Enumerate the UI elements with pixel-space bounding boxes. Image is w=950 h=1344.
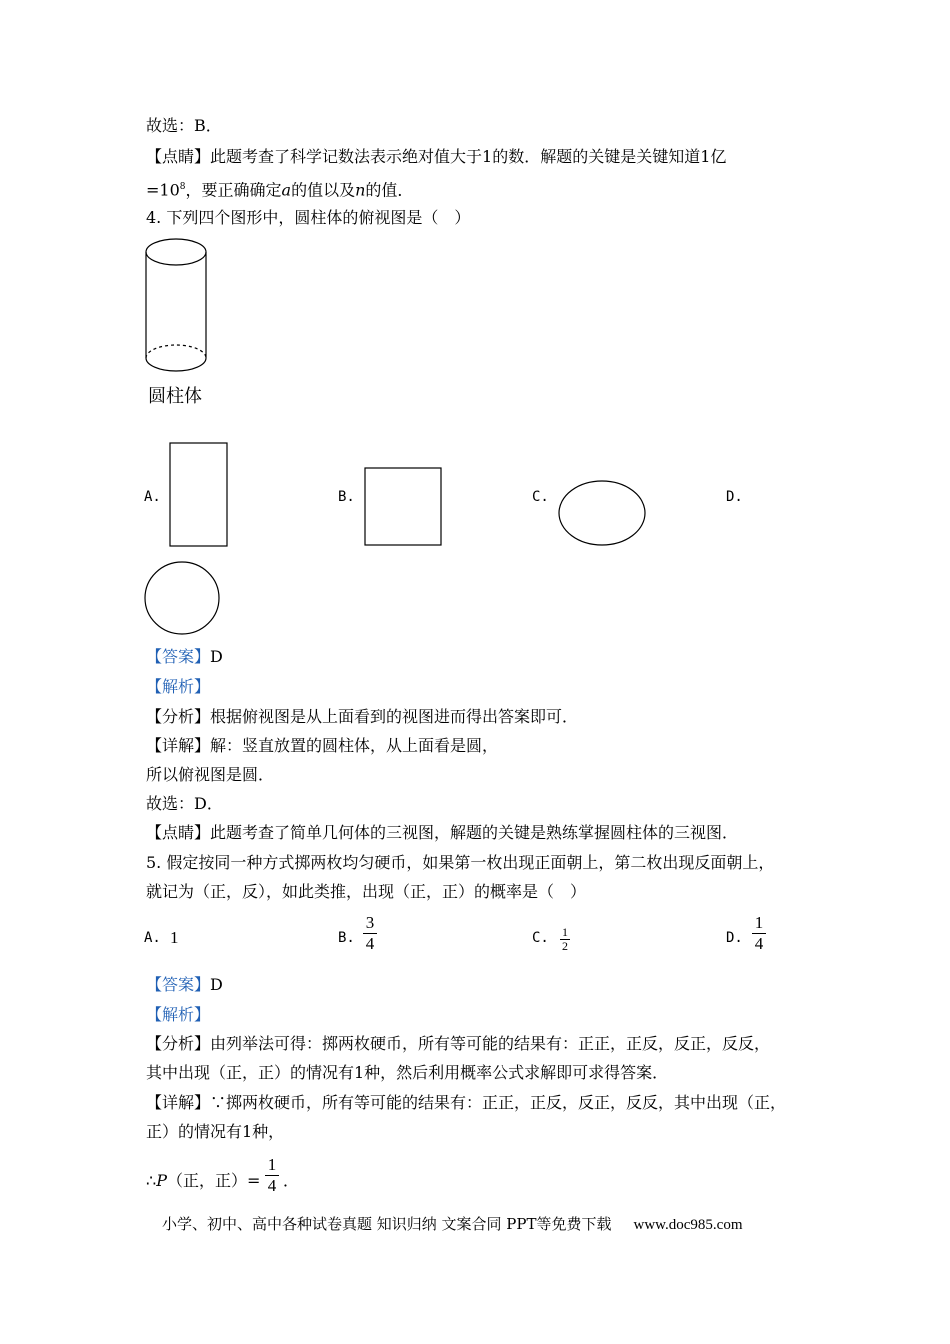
xiangjie-5-tag: 【详解】: [146, 1093, 211, 1112]
fenxi-4: [146, 707, 578, 727]
dianjing-text-a: ，要正确确定: [185, 180, 282, 200]
q5-option-d-numerator: 1: [754, 913, 764, 932]
dianjing-4-text: 此题考查了简单几何体的三视图，解题的关键是熟练掌握圆柱体的三视图．: [210, 823, 739, 842]
suoyi-4: 所以俯视图是圆．: [146, 765, 275, 784]
dianjing-4-tag: 【点睛】: [146, 823, 211, 842]
guxuan-4: 故选：D．: [146, 794, 223, 813]
answer-5: [146, 975, 223, 995]
q4-option-a-label: A.: [144, 489, 161, 505]
dianjing-tag: 【点睛】: [146, 147, 211, 166]
q5-option-a-label: A.: [144, 930, 161, 946]
question-5-line-1: 5. 假定按同一种方式掷两枚均匀硬币，如果第一枚出现正面朝上，第二枚出现反面朝上，: [146, 853, 775, 872]
q5-option-b-fraction: [363, 913, 377, 954]
q5-option-d-denominator: 4: [754, 934, 764, 953]
xiangjie-4-tag: 【详解】: [146, 736, 211, 755]
answer-5-tag: 【答案】: [146, 975, 211, 994]
analysis-5-heading: 【解析】: [146, 1005, 211, 1024]
result-denominator: 4: [267, 1176, 277, 1195]
result-fraction: [265, 1155, 279, 1196]
answer-4: [146, 647, 223, 667]
q5-option-b-label: B.: [338, 930, 355, 946]
q4-option-d-label: D.: [726, 489, 743, 505]
fenxi-4-text: 根据俯视图是从上面看到的视图进而得出答案即可．: [210, 707, 579, 726]
xiangjie-5-line-2: 正）的情况有1种，: [146, 1122, 285, 1141]
cylinder-label: 圆柱体: [148, 386, 202, 407]
q5-option-b-denominator: 4: [365, 934, 375, 953]
q5-option-c-label: C.: [532, 930, 549, 946]
variable-a: a: [281, 180, 292, 200]
question-4: 4. 下列四个图形中，圆柱体的俯视图是（ ）: [146, 208, 471, 227]
fenxi-5-tag: 【分析】: [146, 1034, 211, 1053]
q4-option-b-label: B.: [338, 489, 355, 505]
answer-5-value: D: [210, 975, 223, 994]
dianjing-text-c: 的值．: [365, 180, 414, 200]
q4-option-a-rectangle: [169, 442, 229, 548]
xiangjie-4: [146, 736, 498, 756]
therefore-symbol: ∴: [146, 1171, 157, 1190]
q5-option-d-fraction: [752, 913, 766, 954]
analysis-4-heading: 【解析】: [146, 677, 211, 696]
answer-4-tag: 【答案】: [146, 647, 211, 666]
fenxi-5-text-1: 由列举法可得：掷两枚硬币，所有等可能的结果有：正正，正反，反正，反反，: [210, 1034, 771, 1053]
xiangjie-4-text: 解：竖直放置的圆柱体，从上面看是圆，: [210, 736, 499, 755]
question-5-line-2: 就记为（正，反），如此类推，出现（正，正）的概率是（ ）: [146, 882, 587, 901]
xiangjie-5-text-1: ∵掷两枚硬币，所有等可能的结果有：正正，正反，反正，反反，其中出现（正，: [210, 1093, 787, 1112]
result-mid: （正，正）=: [166, 1171, 261, 1190]
power-base: =10: [146, 180, 180, 200]
q5-option-c-denominator: 2: [562, 939, 568, 953]
cylinder-figure: [140, 236, 214, 372]
dianjing-text-b: 的值以及: [291, 180, 356, 200]
dianjing-text: 此题考查了科学记数法表示绝对值大于1的数．解题的关键是关键知道1亿: [210, 147, 727, 166]
q5-option-c-fraction: [560, 926, 570, 953]
answer-choice-line: 故选：B．: [146, 116, 222, 135]
power-exponent: 8: [179, 182, 186, 192]
dianjing-4: [146, 823, 738, 843]
q5-option-d-label: D.: [726, 930, 743, 946]
dianjing-line-2: [146, 177, 413, 200]
fenxi-5-line-1: [146, 1034, 770, 1054]
result-numerator: 1: [267, 1155, 277, 1174]
q5-option-c-numerator: 1: [562, 925, 568, 939]
probability-p: P: [156, 1171, 167, 1190]
q5-option-b-numerator: 3: [365, 913, 375, 932]
footer-text: 小学、初中、高中各种试卷真题 知识归纳 文案合同 PPT等免费下载: [162, 1215, 612, 1233]
q4-option-b-square: [364, 467, 443, 547]
answer-4-value: D: [210, 647, 223, 666]
footer-url[interactable]: www.doc985.com: [633, 1217, 743, 1233]
variable-n: n: [355, 180, 366, 200]
result-end: ．: [283, 1171, 300, 1190]
fenxi-4-tag: 【分析】: [146, 707, 211, 726]
fenxi-5-line-2: 其中出现（正，正）的情况有1种，然后利用概率公式求解即可求得答案．: [146, 1063, 669, 1082]
result-line: [146, 1171, 260, 1191]
q4-option-d-circle: [143, 560, 221, 636]
dianjing-line-1: [146, 147, 726, 167]
q5-option-a-value: 1: [170, 928, 179, 947]
q4-option-c-label: C.: [532, 489, 549, 505]
footer: [162, 1213, 743, 1234]
xiangjie-5-line-1: [146, 1093, 786, 1113]
q4-option-c-ellipse: [557, 479, 647, 547]
